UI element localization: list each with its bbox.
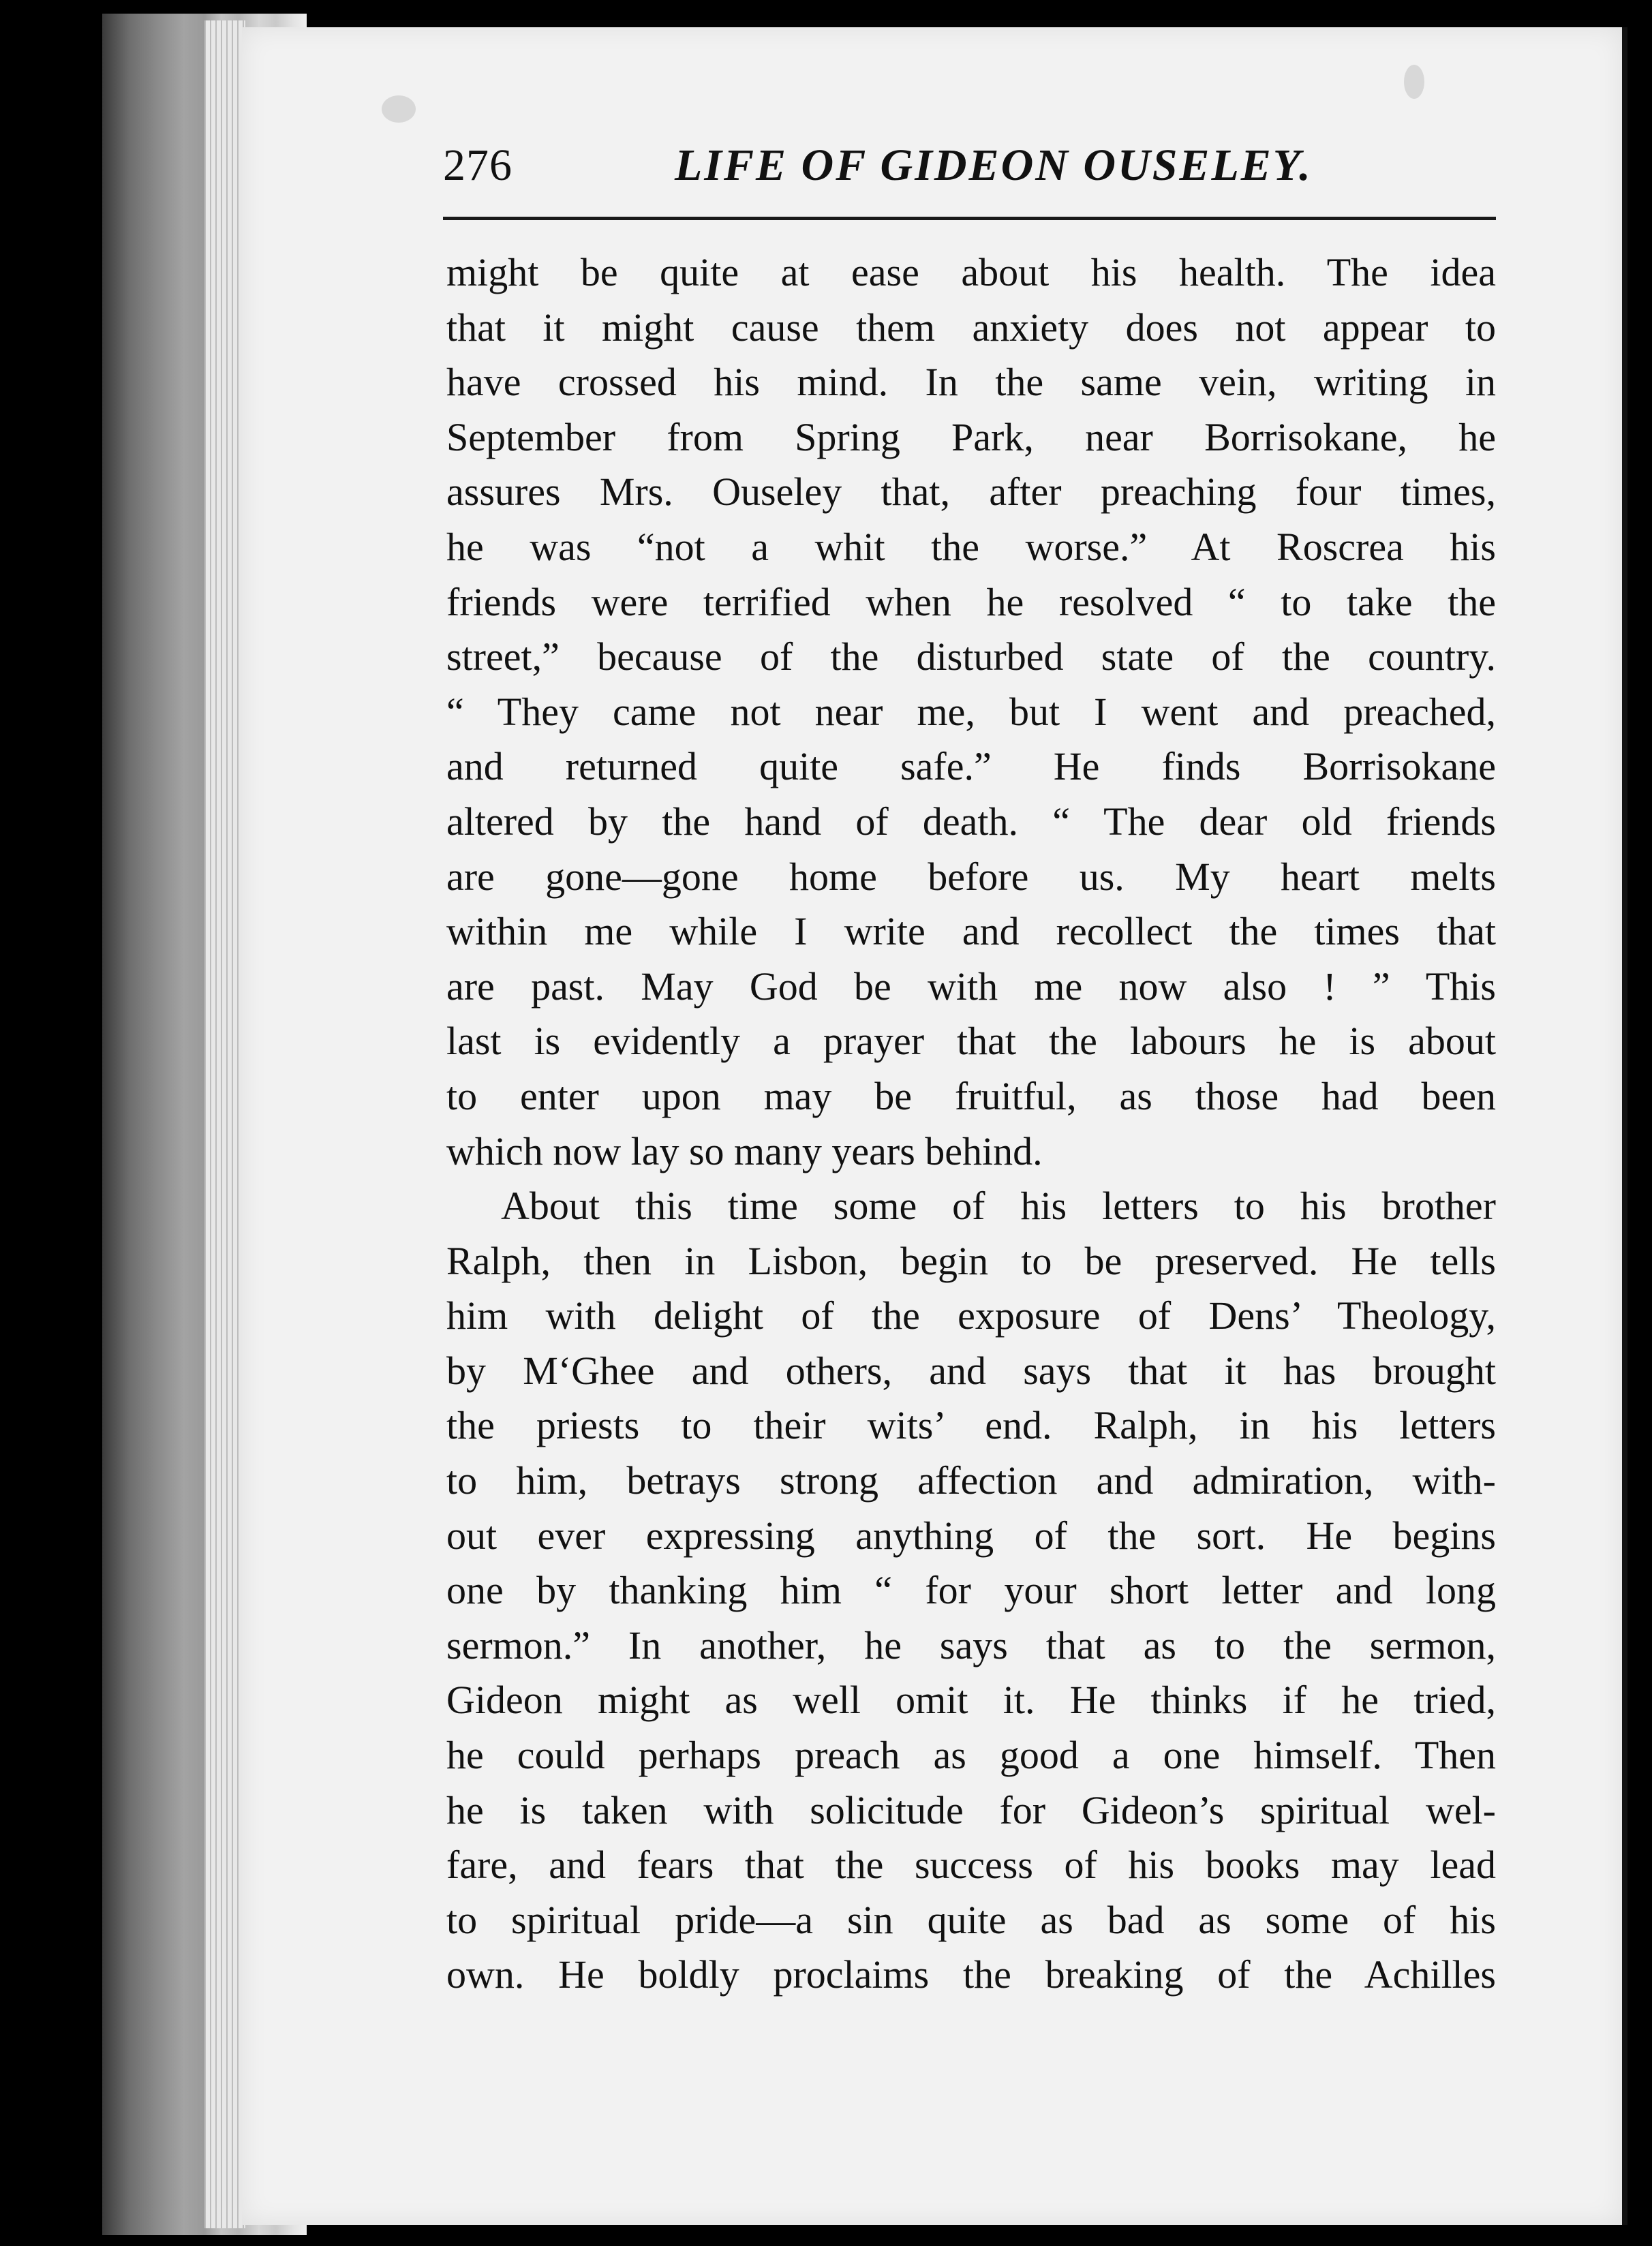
gutter-shadow bbox=[1622, 27, 1627, 2225]
text-line: within me while I write and recollect the times that bbox=[446, 909, 1496, 954]
running-title: LIFE OF GIDEON OUSELEY. bbox=[675, 140, 1313, 190]
text-line: might be quite at ease about his health. The idea bbox=[446, 250, 1496, 294]
paper-speck bbox=[1404, 65, 1424, 99]
text-line: friends were terrified when he resolved “ to take the bbox=[446, 579, 1496, 624]
paper-speck bbox=[382, 95, 416, 123]
text-line: “ They came not near me, but I went and preached, bbox=[446, 689, 1496, 734]
text-line: he was “not a whit the worse.” At Roscrea his bbox=[446, 524, 1496, 569]
text-line: are gone—gone home before us. My heart melts bbox=[446, 854, 1496, 899]
header-rule bbox=[443, 217, 1496, 220]
text-line: that it might cause them anxiety does not appear to bbox=[446, 305, 1496, 350]
text-line: the priests to their wits’ end. Ralph, in his letters bbox=[446, 1403, 1496, 1448]
text-line: and returned quite safe.” He finds Borrisokane bbox=[446, 744, 1496, 789]
text-line: street,” because of the disturbed state of the country. bbox=[446, 634, 1496, 679]
text-line: Gideon might as well omit it. He thinks if he tried, bbox=[446, 1678, 1496, 1723]
text-line: last is evidently a prayer that the labours he is about bbox=[446, 1019, 1496, 1064]
running-head bbox=[443, 140, 1540, 208]
text-line: he could perhaps preach as good a one himself. Then bbox=[446, 1733, 1496, 1778]
page-edge-lines bbox=[204, 20, 245, 2228]
text-line: have crossed his mind. In the same vein, writing in bbox=[446, 360, 1496, 405]
text-line: out ever expressing anything of the sort. He begins bbox=[446, 1513, 1496, 1558]
text-line: altered by the hand of death. “ The dear old friends bbox=[446, 799, 1496, 844]
body-text bbox=[446, 245, 1496, 2003]
text-line: by M‘Ghee and others, and says that it has brought bbox=[446, 1348, 1496, 1393]
text-line: sermon.” In another, he says that as to the sermon, bbox=[446, 1622, 1496, 1667]
page-number: 276 bbox=[443, 140, 513, 190]
text-line: him with delight of the exposure of Dens’ Theology, bbox=[446, 1293, 1496, 1338]
text-line: Ralph, then in Lisbon, begin to be preserved. He tells bbox=[446, 1238, 1496, 1283]
text-line: are past. May God be with me now also ! ” This bbox=[446, 964, 1496, 1009]
text-line: to him, betrays strong affection and admiration, with- bbox=[446, 1458, 1496, 1503]
text-line: to spiritual pride—a sin quite as bad as some of his bbox=[446, 1897, 1496, 1942]
paragraph-1 bbox=[446, 245, 1496, 1179]
paragraph-2 bbox=[446, 1179, 1496, 2003]
text-line: he is taken with solicitude for Gideon’s spiritual wel- bbox=[446, 1787, 1496, 1832]
text-line: to enter upon may be fruitful, as those had been bbox=[446, 1073, 1496, 1118]
text-line: fare, and fears that the success of his books may lead bbox=[446, 1843, 1496, 1888]
text-line: About this time some of his letters to his brother bbox=[501, 1184, 1496, 1229]
text-line: assures Mrs. Ouseley that, after preaching four times, bbox=[446, 470, 1496, 514]
text-line: one by thanking him “ for your short letter and long bbox=[446, 1568, 1496, 1613]
text-line: September from Spring Park, near Borrisokane, he bbox=[446, 414, 1496, 459]
text-line: which now lay so many years behind. bbox=[446, 1128, 1043, 1173]
text-line: own. He boldly proclaims the breaking of the Achilles bbox=[446, 1952, 1496, 1997]
